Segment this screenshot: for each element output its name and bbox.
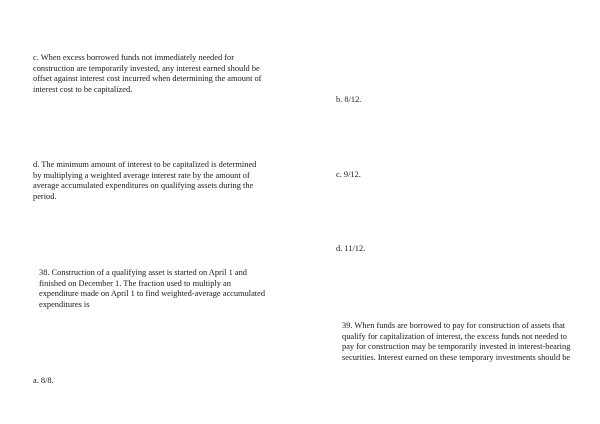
option-c-text: c. When excess borrowed funds not immediately needed for construction are temporarily invested, any interest earned should be offset against interest cost incurred when determining the amount of interest cost to be capitalized.: [33, 53, 262, 94]
question-39-text: 39. When funds are borrowed to pay for construction of assets that qualify for capitalization of interest, the excess funds not needed to pay for construction may be temporarily invested in interest-bearing securities. Interest earned on these temporary investments should be: [342, 321, 571, 362]
question-38-text: 38. Construction of a qualifying asset is started on April 1 and finished on December 1. The fraction used to multiply an expenditure made on April 1 to find weighted-average accumulated expenditures is: [39, 268, 266, 309]
option-d-text: d. The minimum amount of interest to be capitalized is determined by multiplying a weighted average interest rate by the amount of average accumulated expenditures on qualifying assets during the period.: [33, 160, 257, 201]
answer-b-text: b. 8/12.: [336, 95, 362, 104]
answer-c-text: c. 9/12.: [336, 170, 361, 179]
answer-d-text: d. 11/12.: [336, 244, 366, 253]
answer-a-text: a. 8/8.: [33, 376, 54, 385]
